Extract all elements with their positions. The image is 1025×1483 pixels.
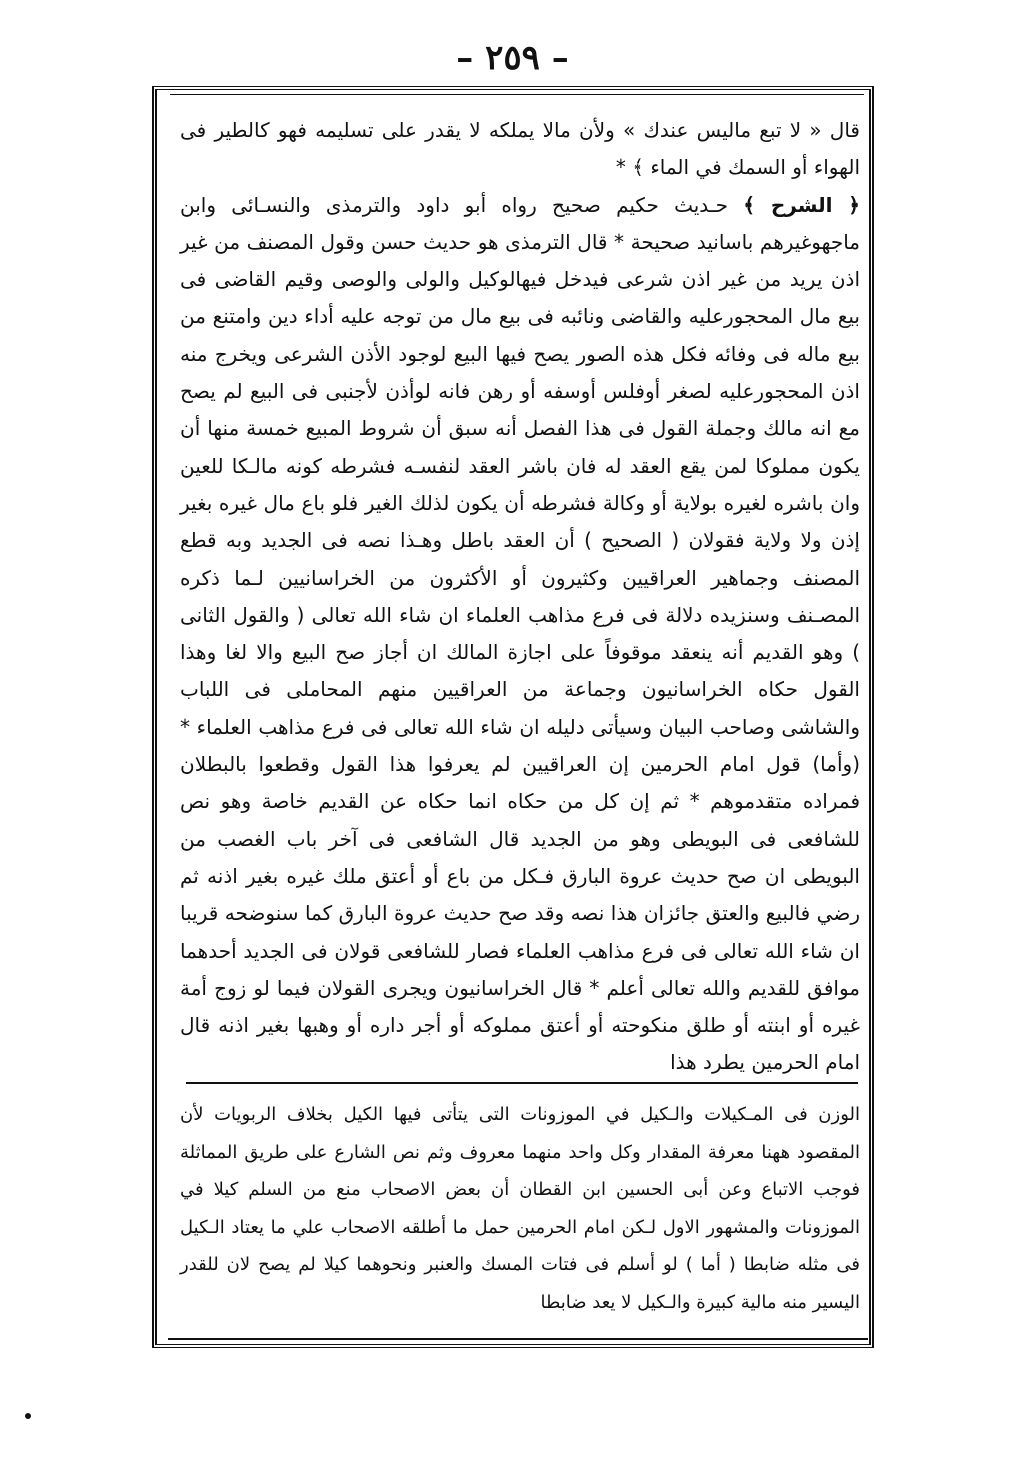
sharh-paragraph: [180, 187, 860, 1082]
matn-paragraph: قال « لا تبع ماليس عندك » ولأن مالا يملكه لا يقدر على تسليمه فهو كالطير فى الهواء أو السمك في الماء ﴾ *: [180, 118, 860, 180]
main-text-block: [180, 112, 860, 1082]
footnote-block: [180, 1096, 860, 1321]
page-number: – ٢٥٩ –: [456, 38, 569, 78]
sharh-text: حـديث حكيم صحيح رواه أبو داود والترمذى والنسـائى وابن ماجهوغيرهم باسانيد صحيحة * قال الترمذى هو حديث حسن وقول المصنف من غير اذن يريد من غير اذن شرعى فيدخل فيهالوكيل والولى والوصى وقيم القاضى فى بيع مال المحجورعليه والقاضى ونائبه فى بيع مال من توجه عليه أداء دين وامتنع من بيع ماله فى وفائه فكل هذه الصور يصح فيها البيع لوجود الأذن الشرعى ويخرج منه اذن المحجورعليه لصغر أوفلس أوسفه أو رهن فانه لوأذن لأجنبى فى البيع لم يصح مع انه مالك وجملة القول فى هذا الفصل أنه سبق أن شروط المبيع خمسة منها أن يكون مملوكا لمن يقع العقد له فان باشر العقد لنفسـه فشرطه كونه مالـكا للعين وان باشره لغيره بولاية أو وكالة فشرطه أن يكون لذلك الغير فلو باع مال غيره بغير إذن ولا ولاية فقولان ( الصحيح ) أن العقد باطل وهـذا نصه فى الجديد وبه قطع المصنف وجماهير العراقيين وكثيرون أو الأكثرون من الخراسانيين لـما ذكره المصـنف وسنزيده دلالة فى فرع مذاهب العلماء ان شاء الله تعالى ( والقول الثانى ) وهو القديم أنه ينعقد موقوفاً على اجازة المالك ان أجاز صح البيع والا لغا وهذا القول حكاه الخراسانيون وجماعة من العراقيين منهم المحاملى فى اللباب والشاشى وصاحب البيان وسيأتى دليله ان شاء الله تعالى فى فرع مذاهب العلماء * (وأما) قول امام الحرمين إن العراقيين لم يعرفوا هذا القول وقطعوا بالبطلان فمراده متقدموهم * ثم إن كل من حكاه انما حكاه عن القديم خاصة وهو نص للشافعى فى البويطى وهو من الجديد قال الشافعى فى آخر باب الغصب من البويطى ان صح حديث عروة البارق فـكل من باع أو أعتق ملك غيره بغير اذنه ثم رضي فالبيع والعتق جائزان هذا نصه وقد صح حديث عروة البارق كما سنوضحه قريبا ان شاء الله تعالى فى فرع مذاهب العلماء فصار للشافعى قولان فى الجديد أحدهما موافق للقديم والله تعالى أعلم * قال الخراسانيون ويجرى القولان فيما لو زوج أمة غيره أو ابنته أو طلق منكوحته أو أعتق مملوكه أو أجر داره أو وهبها بغير اذنه قال امام الحرمين يطرد هذا: [180, 192, 860, 1075]
frame-top-rule: [170, 94, 864, 95]
frame-bottom-rule: [168, 1338, 868, 1340]
sharh-label: ﴿ الشرح ﴾: [743, 192, 861, 217]
margin-dot: [25, 1413, 31, 1419]
footnote-divider: [186, 1082, 858, 1084]
footnote-paragraph: الوزن فى المـكيلات والـكيل في الموزونات التى يتأتى فيها الكيل بخلاف الربويات لأن المقصود ههنا معرفة المقدار وكل واحد منهما معروف وثم نص الشارع على طريق المماثلة فوجب الاتباع وعن أبى الحسين ابن القطان أن بعض الاصحاب منع من السلم كيلا في الموزونات والمشهور الاول لـكن امام الحرمين حمل ما أطلقه الاصحاب علي ما يعتاد الـكيل فى مثله ضابطا ( أما ) لو أسلم فى فتات المسك والعنبر ونحوهما كيلا لم يصح لان للقدر اليسير منه مالية كبيرة والـكيل لا يعد ضابطا: [180, 1104, 860, 1313]
